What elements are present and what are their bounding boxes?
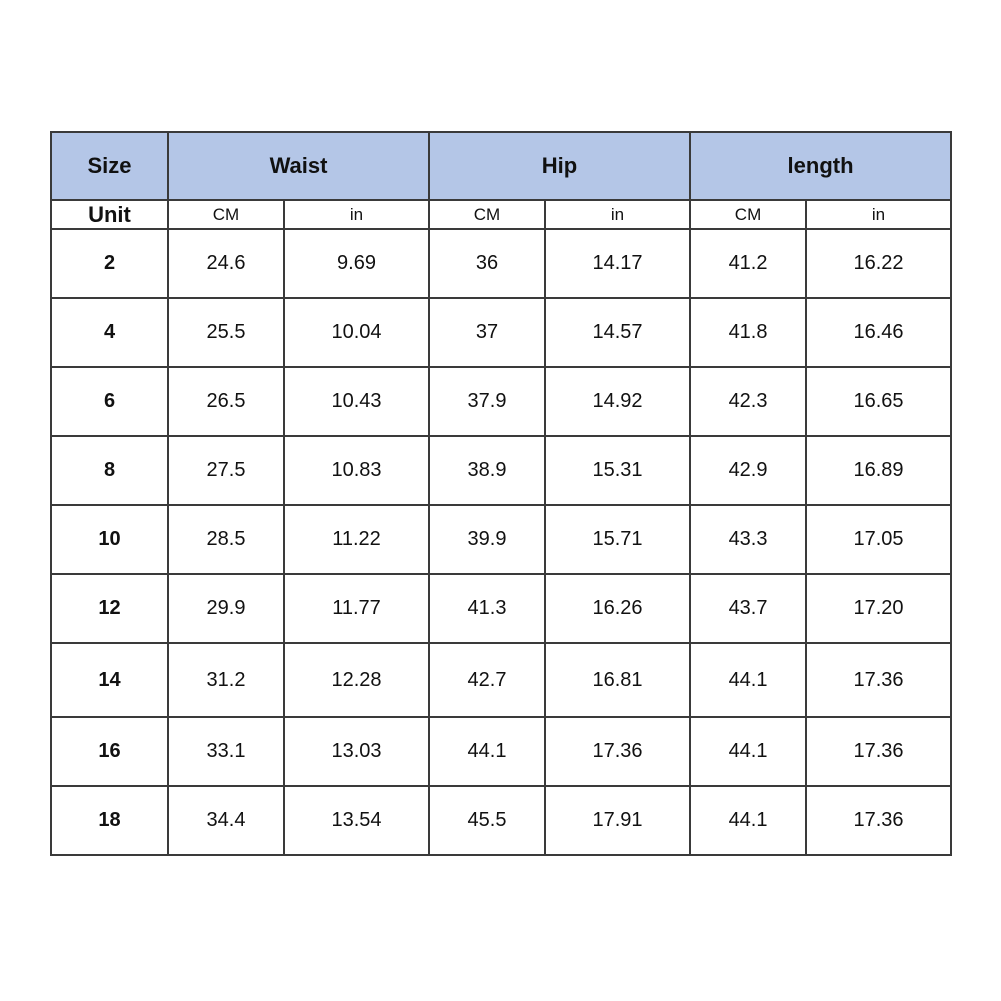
header-row xyxy=(51,132,951,200)
header-waist: Waist xyxy=(168,132,429,200)
cell-hip-cm: 45.5 xyxy=(429,786,545,855)
cell-hip-cm: 44.1 xyxy=(429,717,545,786)
table-row xyxy=(51,717,951,786)
cell-length-cm: 44.1 xyxy=(690,717,806,786)
cell-length-in: 17.36 xyxy=(806,643,951,717)
size-rows xyxy=(51,229,951,855)
unit-hip-cm: CM xyxy=(429,200,545,229)
cell-waist-cm: 27.5 xyxy=(168,436,284,505)
cell-hip-cm: 38.9 xyxy=(429,436,545,505)
table-row xyxy=(51,574,951,643)
cell-length-in: 16.46 xyxy=(806,298,951,367)
cell-waist-in: 13.03 xyxy=(284,717,429,786)
cell-length-in: 17.05 xyxy=(806,505,951,574)
cell-length-in: 17.36 xyxy=(806,717,951,786)
cell-length-in: 17.36 xyxy=(806,786,951,855)
cell-hip-cm: 39.9 xyxy=(429,505,545,574)
cell-hip-cm: 37 xyxy=(429,298,545,367)
cell-waist-in: 11.77 xyxy=(284,574,429,643)
cell-size: 4 xyxy=(51,298,168,367)
header-hip: Hip xyxy=(429,132,690,200)
header-size: Size xyxy=(51,132,168,200)
cell-hip-in: 16.81 xyxy=(545,643,690,717)
cell-hip-in: 16.26 xyxy=(545,574,690,643)
unit-waist-in: in xyxy=(284,200,429,229)
cell-size: 6 xyxy=(51,367,168,436)
cell-length-in: 16.22 xyxy=(806,229,951,298)
table-row xyxy=(51,367,951,436)
cell-size: 8 xyxy=(51,436,168,505)
cell-length-cm: 43.3 xyxy=(690,505,806,574)
cell-hip-in: 15.71 xyxy=(545,505,690,574)
table-row xyxy=(51,436,951,505)
cell-hip-cm: 42.7 xyxy=(429,643,545,717)
cell-waist-cm: 33.1 xyxy=(168,717,284,786)
cell-length-cm: 42.9 xyxy=(690,436,806,505)
cell-length-cm: 43.7 xyxy=(690,574,806,643)
table-row xyxy=(51,229,951,298)
cell-waist-cm: 34.4 xyxy=(168,786,284,855)
cell-size: 16 xyxy=(51,717,168,786)
cell-length-cm: 42.3 xyxy=(690,367,806,436)
cell-waist-in: 10.83 xyxy=(284,436,429,505)
cell-hip-in: 17.36 xyxy=(545,717,690,786)
cell-waist-in: 11.22 xyxy=(284,505,429,574)
cell-waist-in: 12.28 xyxy=(284,643,429,717)
cell-size: 2 xyxy=(51,229,168,298)
size-chart-container xyxy=(50,131,950,856)
cell-size: 10 xyxy=(51,505,168,574)
unit-hip-in: in xyxy=(545,200,690,229)
size-chart-table xyxy=(50,131,952,856)
table-row xyxy=(51,298,951,367)
cell-hip-in: 15.31 xyxy=(545,436,690,505)
cell-waist-in: 9.69 xyxy=(284,229,429,298)
unit-waist-cm: CM xyxy=(168,200,284,229)
cell-length-cm: 41.2 xyxy=(690,229,806,298)
cell-hip-cm: 36 xyxy=(429,229,545,298)
cell-size: 12 xyxy=(51,574,168,643)
cell-hip-in: 14.57 xyxy=(545,298,690,367)
cell-waist-in: 10.04 xyxy=(284,298,429,367)
cell-waist-in: 13.54 xyxy=(284,786,429,855)
cell-hip-in: 14.17 xyxy=(545,229,690,298)
cell-length-in: 16.65 xyxy=(806,367,951,436)
unit-length-in: in xyxy=(806,200,951,229)
cell-length-cm: 44.1 xyxy=(690,786,806,855)
cell-hip-cm: 37.9 xyxy=(429,367,545,436)
header-length: length xyxy=(690,132,951,200)
cell-waist-cm: 29.9 xyxy=(168,574,284,643)
cell-waist-cm: 25.5 xyxy=(168,298,284,367)
cell-length-cm: 44.1 xyxy=(690,643,806,717)
cell-hip-in: 17.91 xyxy=(545,786,690,855)
cell-waist-cm: 31.2 xyxy=(168,643,284,717)
cell-waist-cm: 24.6 xyxy=(168,229,284,298)
cell-length-cm: 41.8 xyxy=(690,298,806,367)
cell-waist-in: 10.43 xyxy=(284,367,429,436)
unit-label: Unit xyxy=(51,200,168,229)
cell-size: 14 xyxy=(51,643,168,717)
table-row xyxy=(51,643,951,717)
table-row xyxy=(51,505,951,574)
unit-row xyxy=(51,200,951,229)
cell-length-in: 16.89 xyxy=(806,436,951,505)
table-row xyxy=(51,786,951,855)
cell-hip-cm: 41.3 xyxy=(429,574,545,643)
cell-waist-cm: 26.5 xyxy=(168,367,284,436)
unit-length-cm: CM xyxy=(690,200,806,229)
cell-size: 18 xyxy=(51,786,168,855)
cell-length-in: 17.20 xyxy=(806,574,951,643)
cell-hip-in: 14.92 xyxy=(545,367,690,436)
cell-waist-cm: 28.5 xyxy=(168,505,284,574)
